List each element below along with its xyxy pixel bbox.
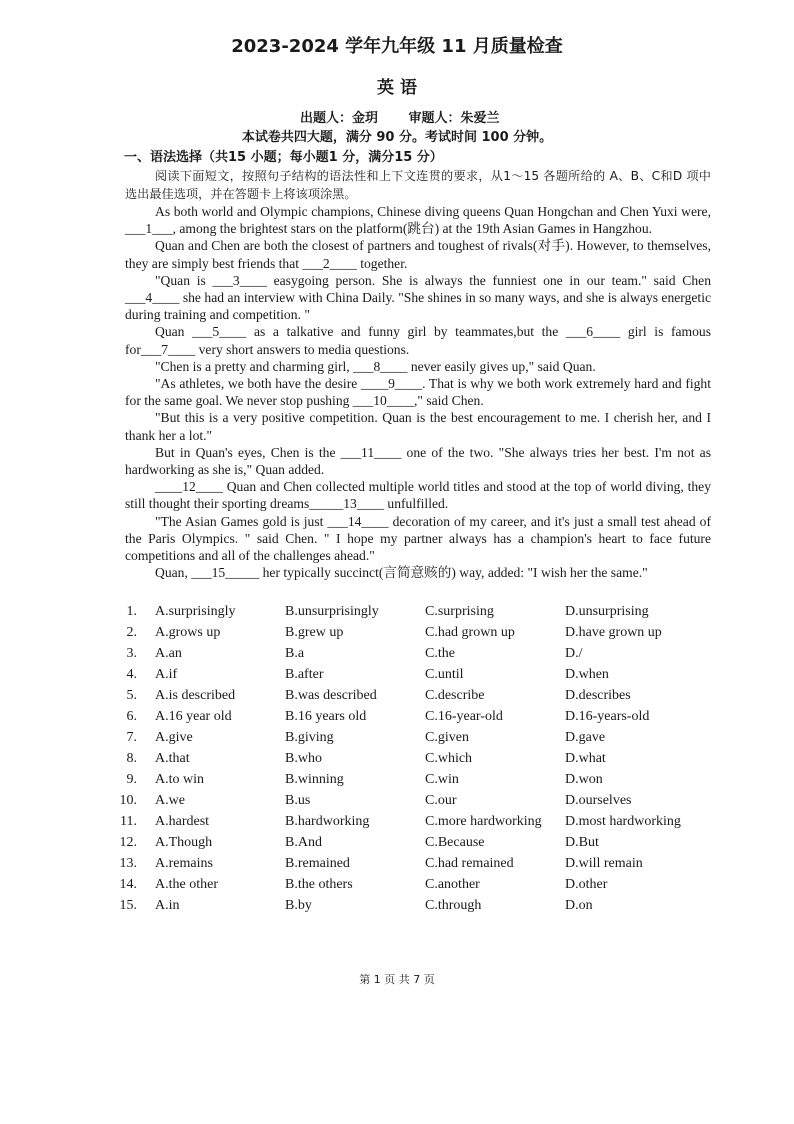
option-d: D.unsurprising xyxy=(565,604,649,619)
option-b: B.after xyxy=(285,667,324,682)
option-b: B.And xyxy=(285,835,322,850)
question-number: 1. xyxy=(126,604,137,619)
option-c: C.through xyxy=(425,898,482,913)
section-title: 一、语法选择（共15 小题；每小题1 分，满分15 分） xyxy=(124,150,443,165)
paragraph: Quan ___5____ as a talkative and funny girl by teammates,but the ___6____ girl is famous for___7____ very short answers to media questions. xyxy=(125,324,711,357)
option-d: D.gave xyxy=(565,730,606,745)
option-c: C.Because xyxy=(425,835,485,850)
question-row xyxy=(115,709,715,730)
option-c: C.which xyxy=(425,751,473,766)
option-a: A.give xyxy=(155,730,193,745)
option-b: B.by xyxy=(285,898,312,913)
option-a: A.16 year old xyxy=(155,709,232,724)
option-a: A.the other xyxy=(155,877,218,892)
option-d: D.other xyxy=(565,877,608,892)
exam-info: 本试卷共四大题，满分 90 分。考试时间 100 分钟。 xyxy=(241,130,553,145)
question-row xyxy=(115,730,715,751)
paragraph: Quan and Chen are both the closest of partners and toughest of rivals(对手). However, to themselves, they are simply best friends that ___2____ together. xyxy=(125,238,711,271)
option-c: C.another xyxy=(425,877,480,892)
question-number: 8. xyxy=(126,751,137,766)
option-c: C.surprising xyxy=(425,604,494,619)
option-b: B.the others xyxy=(285,877,353,892)
option-d: D.what xyxy=(565,751,606,766)
option-b: B.giving xyxy=(285,730,334,745)
question-row xyxy=(115,898,715,919)
question-number: 7. xyxy=(126,730,137,745)
option-a: A.to win xyxy=(155,772,204,787)
option-b: B.grew up xyxy=(285,625,344,640)
option-d: D.But xyxy=(565,835,599,850)
option-c: C.win xyxy=(425,772,459,787)
question-number: 13. xyxy=(119,856,137,871)
paragraph: "Quan is ___3____ easygoing person. She is always the funniest one in our team." said Chen ___4____ she had an interview with China Daily. "She shines in so many ways, and she is always energetic during training and competition. " xyxy=(125,272,711,323)
question-number: 3. xyxy=(126,646,137,661)
question-number: 10. xyxy=(119,793,137,808)
option-a: A.surprisingly xyxy=(155,604,236,619)
option-b: B.us xyxy=(285,793,311,808)
option-b: B.16 years old xyxy=(285,709,367,724)
answer-options xyxy=(115,604,715,919)
question-number: 6. xyxy=(126,709,137,724)
paragraph: As both world and Olympic champions, Chinese diving queens Quan Hongchan and Chen Yuxi were, ___1___, among the brightest stars on the platform(跳台) at the 19th Asian Games in Hangzhou. xyxy=(125,204,711,237)
option-a: A.if xyxy=(155,667,178,682)
option-d: D.most hardworking xyxy=(565,814,681,829)
authors-line xyxy=(300,107,526,126)
question-number: 11. xyxy=(120,814,137,829)
option-c: C.until xyxy=(425,667,464,682)
option-a: A.Though xyxy=(155,835,213,850)
question-number: 5. xyxy=(126,688,137,703)
option-a: A.we xyxy=(155,793,185,808)
option-c: C.our xyxy=(425,793,457,808)
option-d: D.describes xyxy=(565,688,631,703)
question-row xyxy=(115,814,715,835)
exam-title: 2023-2024 学年九年级 11 月质量检查 xyxy=(231,36,563,57)
option-c: C.the xyxy=(425,646,455,661)
option-d: D.will remain xyxy=(565,856,643,871)
question-row xyxy=(115,646,715,667)
instructions: 阅读下面短文，按照句子结构的语法性和上下文连贯的要求，从1～15 各题所给的 A、B、C和D 项中选出最佳选项，并在答题卡上将该项涂黑。 xyxy=(125,169,711,201)
question-row xyxy=(115,667,715,688)
option-b: B.winning xyxy=(285,772,344,787)
option-c: C.had grown up xyxy=(425,625,515,640)
question-number: 9. xyxy=(126,772,137,787)
passage xyxy=(125,167,711,581)
option-b: B.hardworking xyxy=(285,814,370,829)
question-row xyxy=(115,751,715,772)
option-a: A.remains xyxy=(155,856,213,871)
question-row xyxy=(115,604,715,625)
question-row xyxy=(115,688,715,709)
question-number: 14. xyxy=(119,877,137,892)
question-row xyxy=(115,835,715,856)
option-d: D./ xyxy=(565,646,583,661)
option-d: D.when xyxy=(565,667,609,682)
option-a: A.in xyxy=(155,898,180,913)
option-d: D.on xyxy=(565,898,593,913)
question-number: 12. xyxy=(119,835,137,850)
option-c: C.more hardworking xyxy=(425,814,542,829)
page-number: 第 1 页 共 7 页 xyxy=(359,973,435,986)
paragraph: But in Quan's eyes, Chen is the ___11____ one of the two. "She always tries her best. I'm not as hardworking as she is," Quan added. xyxy=(125,444,711,478)
paragraph: ____12____ Quan and Chen collected multiple world titles and stood at the top of world diving, they still thought their sporting dreams_____13____ unfulfilled. xyxy=(125,479,711,512)
option-d: D.16-years-old xyxy=(565,709,650,724)
option-c: C.given xyxy=(425,730,469,745)
question-row xyxy=(115,772,715,793)
paragraph: "As athletes, we both have the desire ____9____. That is why we both work extremely hard and fight for the same goal. We never stop pushing ___10____," said Chen. xyxy=(125,376,711,409)
question-row xyxy=(115,856,715,877)
option-a: A.is described xyxy=(155,688,236,703)
option-b: B.a xyxy=(285,646,305,661)
option-a: A.grows up xyxy=(155,625,221,640)
question-row xyxy=(115,793,715,814)
option-b: B.was described xyxy=(285,688,377,703)
option-a: A.that xyxy=(155,751,190,766)
option-b: B.who xyxy=(285,751,322,766)
option-c: C.describe xyxy=(425,688,485,703)
option-a: A.hardest xyxy=(155,814,210,829)
option-d: D.have grown up xyxy=(565,625,662,640)
reviewer-label: 审题人：朱爱兰 xyxy=(408,111,500,126)
question-row xyxy=(115,877,715,898)
option-a: A.an xyxy=(155,646,182,661)
option-b: B.unsurprisingly xyxy=(285,604,379,619)
option-d: D.won xyxy=(565,772,603,787)
paragraph: "The Asian Games gold is just ___14____ decoration of my career, and it's just a small test ahead of the Paris Olympics. " said Chen. " I hope my partner always has a champion's heart to face future competitions and all of the challenges ahead." xyxy=(125,513,711,564)
paragraph: "But this is a very positive competition. Quan is the best encouragement to me. I cherish her, and I thank her a lot." xyxy=(125,410,711,443)
question-row xyxy=(115,625,715,646)
setter-label: 出题人：金玥 xyxy=(300,111,379,126)
paragraph: Quan, ___15_____ her typically succinct(言简意赅的) way, added: "I wish her the same." xyxy=(155,565,648,581)
subject-heading: 英 语 xyxy=(377,78,417,98)
option-d: D.ourselves xyxy=(565,793,632,808)
question-number: 4. xyxy=(126,667,137,682)
paragraph: "Chen is a pretty and charming girl, ___8____ never easily gives up," said Quan. xyxy=(155,358,596,374)
option-b: B.remained xyxy=(285,856,350,871)
question-number: 15. xyxy=(119,898,137,913)
option-c: C.had remained xyxy=(425,856,514,871)
option-c: C.16-year-old xyxy=(425,709,503,724)
question-number: 2. xyxy=(126,625,137,640)
